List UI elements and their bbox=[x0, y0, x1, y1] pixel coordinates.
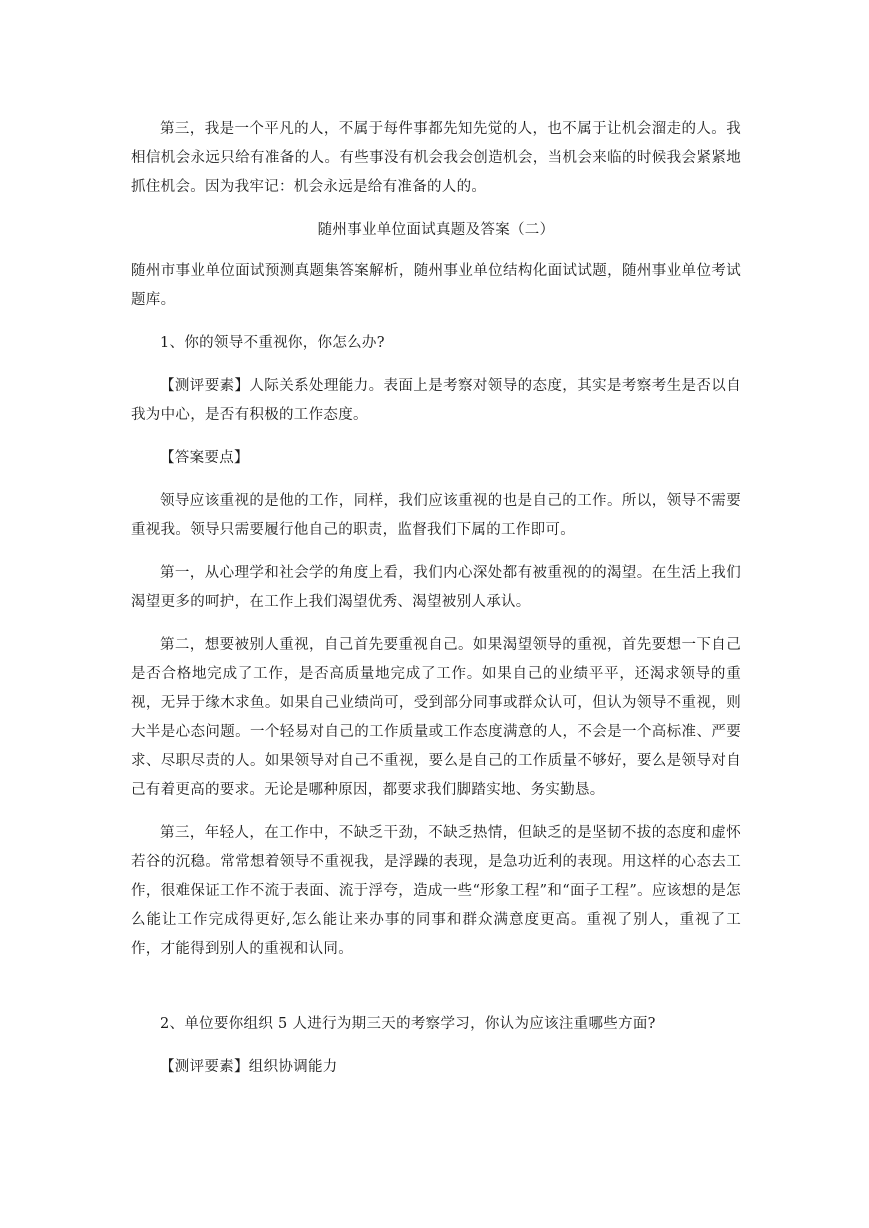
question-1-answer-heading: 【答案要点】 bbox=[160, 450, 249, 466]
question-1-eval: 【测评要素】人际关系处理能力。表面上是考察对领导的态度，其实是考察考生是否以自我为中心，是否有积极的工作态度。 bbox=[131, 378, 741, 423]
question-2-eval: 【测评要素】组织协调能力 bbox=[160, 1059, 338, 1075]
answer-paragraph-1: 领导应该重视的是他的工作，同样，我们应该重视的也是自己的工作。所以，领导不需要重视我。领导只需要履行他自己的职责，监督我们下属的工作即可。 bbox=[131, 493, 741, 538]
section-title: 随州事业单位面试真题及答案（二） bbox=[317, 222, 555, 238]
paragraph-opportunity: 第三，我是一个平凡的人，不属于每件事都先知先觉的人，也不属于让机会溜走的人。我相信机会永远只给有准备的人。有些事没有机会我会创造机会，当机会来临的时候我会紧紧地抓住机会。因为我牢记：机会永远是给有准备的人的。 bbox=[131, 121, 741, 195]
document-page bbox=[131, 115, 741, 1082]
intro-paragraph: 随州市事业单位面试预测真题集答案解析，随州事业单位结构化面试试题，随州事业单位考试题库。 bbox=[131, 263, 741, 308]
question-1: 1、你的领导不重视你，你怎么办? bbox=[160, 335, 385, 351]
answer-paragraph-3: 第二，想要被别人重视，自己首先要重视自己。如果渴望领导的重视，首先要想一下自己是否合格地完成了工作，是否高质量地完成了工作。如果自己的业绩平平，还渴求领导的重视，无异于缘木求鱼。如果自己业绩尚可，受到部分同事或群众认可，但认为领导不重视，则大半是心态问题。一个轻易对自己的工作质量或工作态度满意的人，不会是一个高标准、严要求、尽职尽责的人。如果领导对自己不重视，要么是自己的工作质量不够好，要么是领导对自己有着更高的要求。无论是哪种原因，都要求我们脚踏实地、务实勤恳。 bbox=[131, 637, 741, 798]
question-2: 2、单位要你组织 5 人进行为期三天的考察学习，你认为应该注重哪些方面? bbox=[160, 1016, 656, 1032]
answer-paragraph-2: 第一，从心理学和社会学的角度上看，我们内心深处都有被重视的的渴望。在生活上我们渴望更多的呵护，在工作上我们渴望优秀、渴望被别人承认。 bbox=[131, 565, 741, 610]
answer-paragraph-4: 第三，年轻人，在工作中，不缺乏干劲，不缺乏热情，但缺乏的是坚韧不拔的态度和虚怀若谷的沉稳。常常想着领导不重视我，是浮躁的表现，是急功近利的表现。用这样的心态去工作，很难保证工作不流于表面、流于浮夸，造成一些“形象工程”和“面子工程”。应该想的是怎么能让工作完成得更好,怎么能让来办事的同事和群众满意度更高。重视了别人，重视了工作，才能得到别人的重视和认同。 bbox=[131, 825, 741, 957]
